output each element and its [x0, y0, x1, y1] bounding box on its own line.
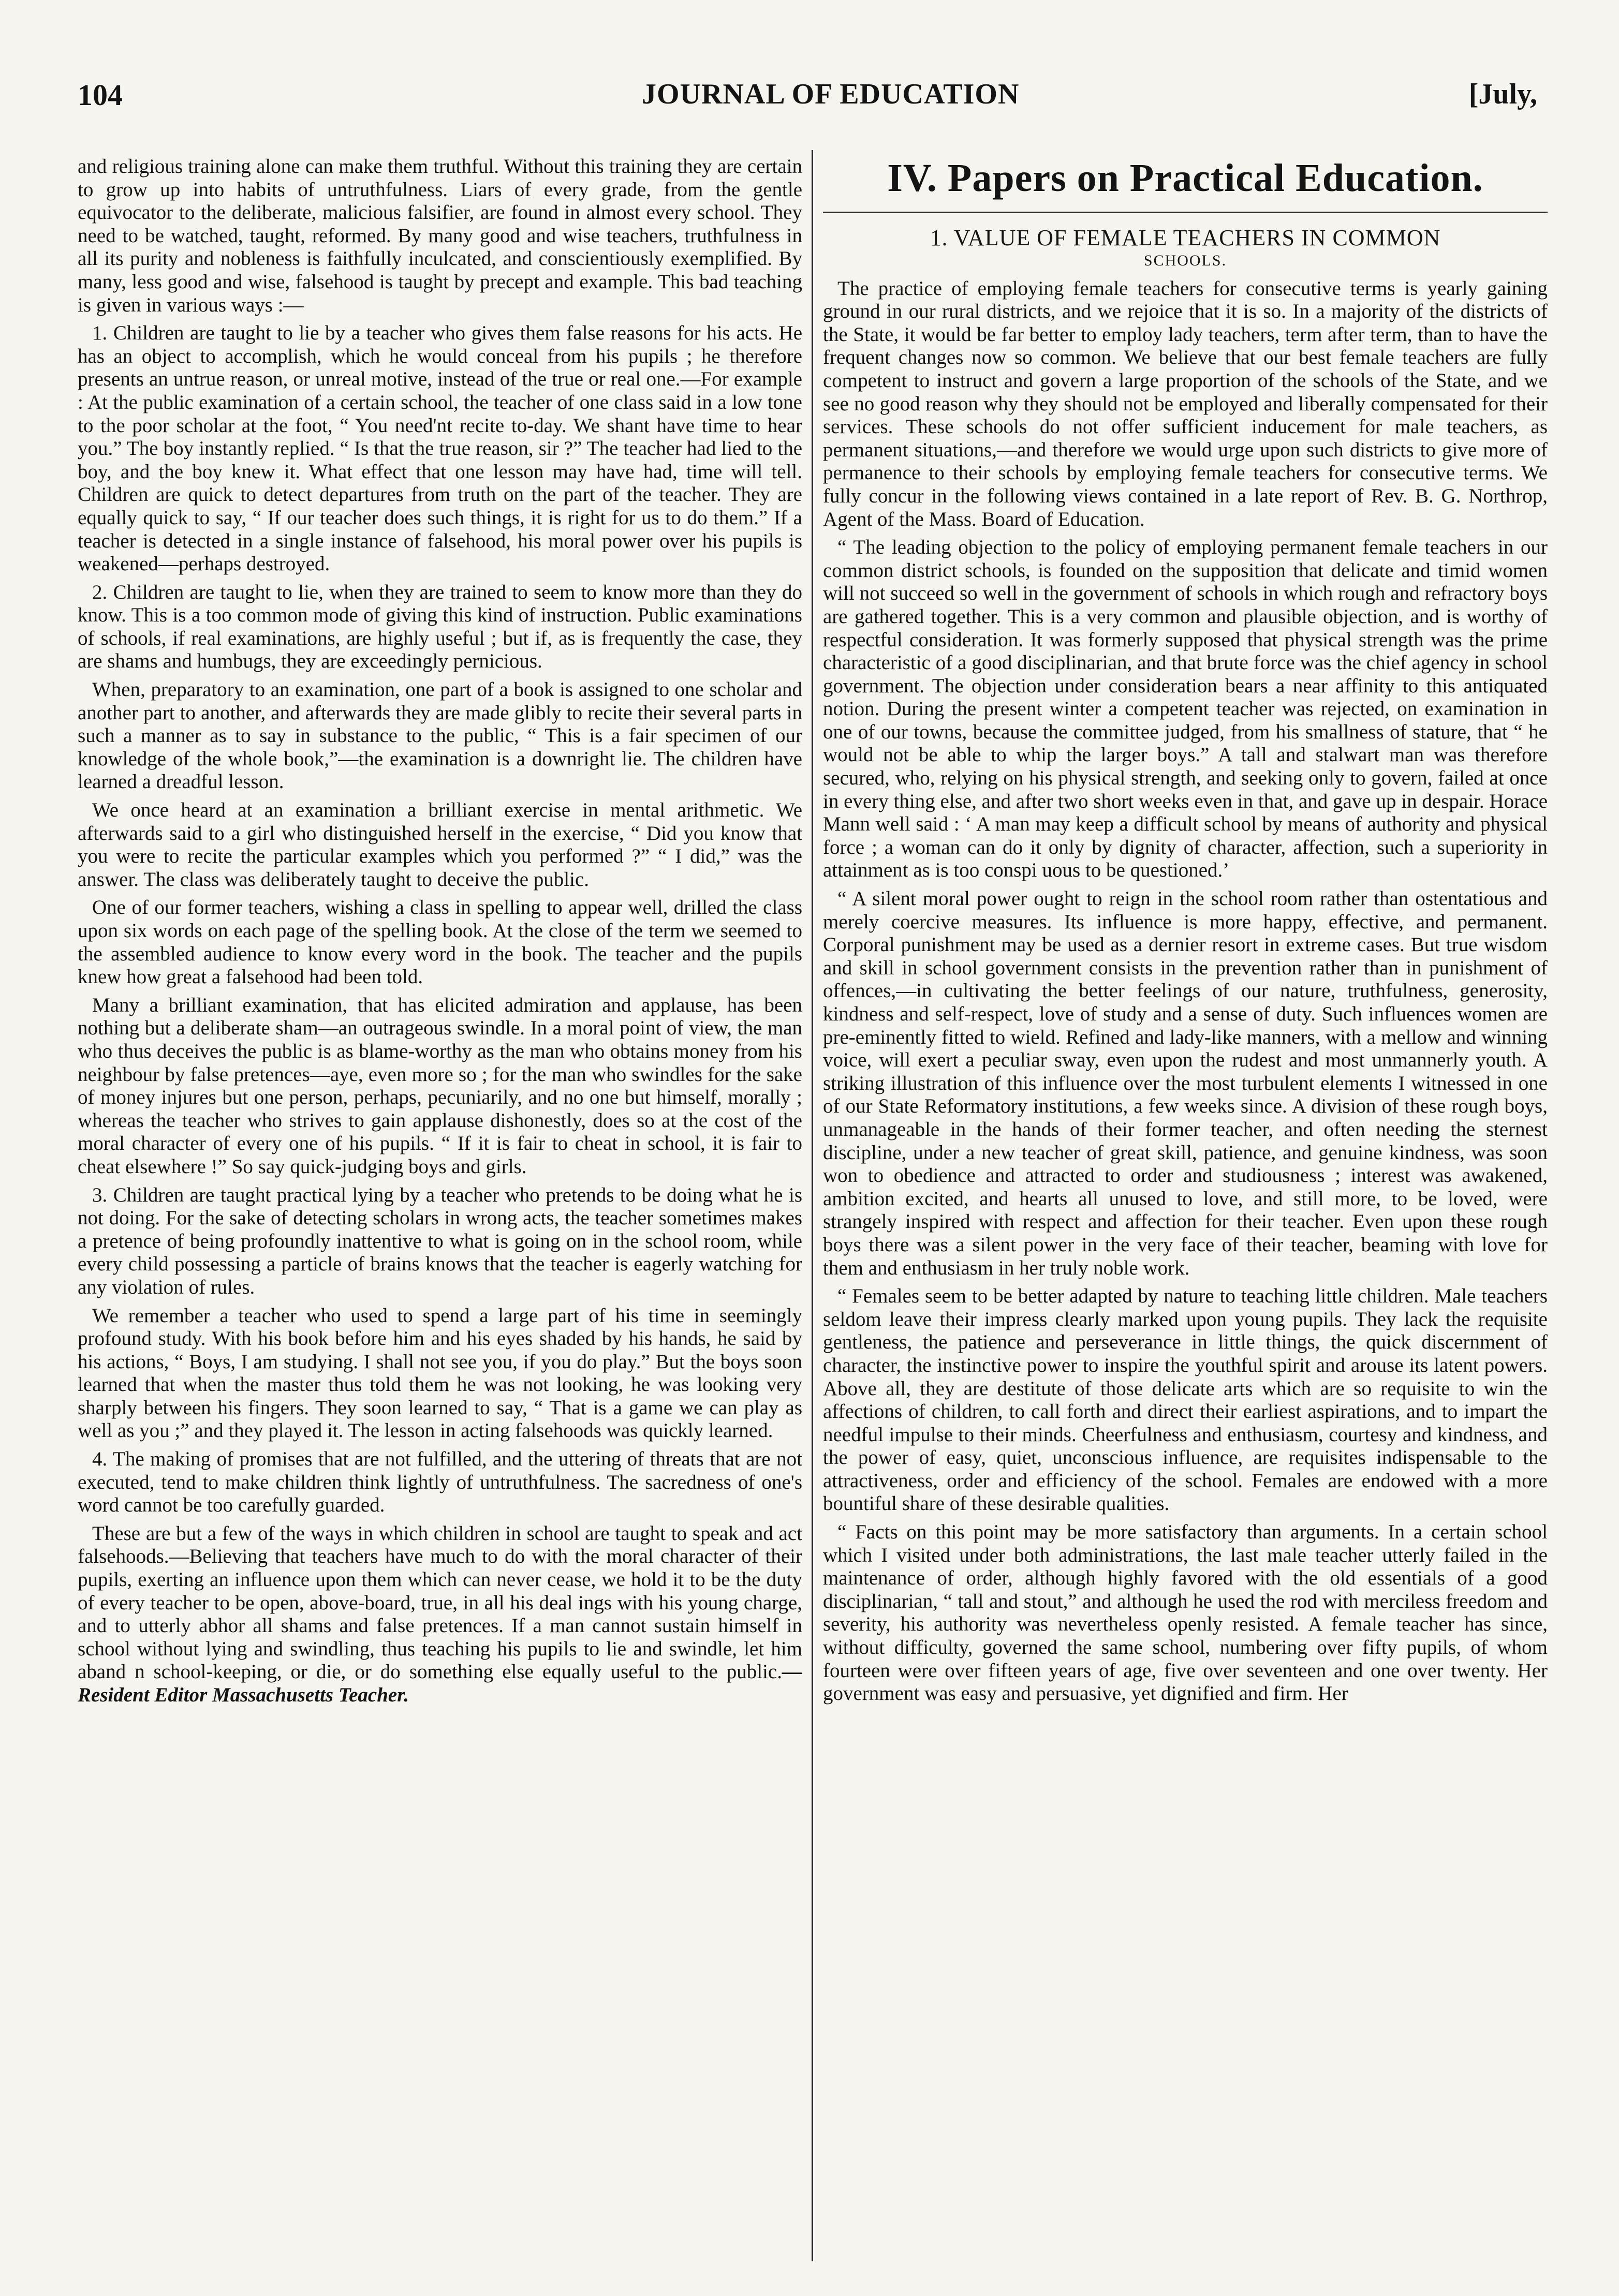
page-number: 104 [78, 78, 123, 112]
paragraph: When, preparatory to an examination, one part of a book is assigned to one scholar and another part to another, and afterwards they are made glibly to recite their several parts in such a manner as to say in substance to the public, “ This is a fair specimen of our knowledge of the whole book,”—the examination is a downright lie. The children have learned a dreadful lesson. [78, 678, 802, 793]
paragraph: 4. The making of promises that are not fulfilled, and the uttering of threats that are not executed, tend to make children think lightly of untruthfulness. The sacredness of one's word cannot be too carefully guarded. [78, 1448, 802, 1517]
paragraph: One of our former teachers, wishing a class in spelling to appear well, drilled the class upon six words on each page of the spelling book. At the close of the term we seemed to the assembled audience to know every word in the book. The teacher and the pupils knew how great a falsehood had been told. [78, 896, 802, 988]
journal-title: JOURNAL OF EDUCATION [642, 78, 1020, 110]
paragraph: The practice of employing female teachers for consecutive terms is yearly gaining ground in our rural districts, and we rejoice that it is so. In a majority of the districts of the State, it would be far better to employ lady teachers, term after term, than to have the frequent changes now so common. We believe that our best female teachers are fully competent to instruct and govern a large proportion of the schools of the State, and we see no good reason why they should not be employed and liberally compensated for their services. These schools do not offer sufficient inducement for male teachers, as permanent situations,—and therefore we would urge upon such districts to give more of permanence to their schools by employing female teachers for consecutive terms. We fully concur in the following views contained in a late report of Rev. B. G. Northrop, Agent of the Mass. Board of Education. [823, 277, 1548, 530]
left-column [78, 155, 802, 2261]
running-month: [July, [1468, 78, 1537, 110]
section-heading: IV. Papers on Practical Education. [887, 156, 1483, 200]
paragraph: Many a brilliant examination, that has elicited admiration and applause, has been nothing but a deliberate sham—an outrageous swindle. In a moral point of view, the man who thus deceives the public is as blame-worthy as the man who obtains money from his neighbour by false pretences—aye, even more so ; for the man who swindles for the sake of money injures but one person, perhaps, pecuniarily, and no one but himself, morally ; whereas the teacher who strives to gain applause dishonestly, does so at the cost of the moral character of every one of his pupils. “ If it is fair to cheat in school, it is fair to cheat elsewhere !” So say quick-judging boys and girls. [78, 994, 802, 1178]
paragraph: 1. Children are taught to lie by a teacher who gives them false reasons for his acts. He has an object to accomplish, which he would conceal from his pupils ; he therefore presents an untrue reason, or unreal motive, instead of the true or real one.—For example : At the public examination of a certain school, the teacher of one class said in a low tone to the poor scholar at the foot, “ You need'nt recite to-day. We shant have time to hear you.” The boy instantly replied. “ Is that the true reason, sir ?” The teacher had lied to the boy, and the boy knew it. What effect that one lesson may have had, time will tell. Children are quick to detect departures from truth on the part of the teacher. They are equally quick to say, “ If our teacher does such things, it is right for us to do them.” If a teacher is detected in a single instance of falsehood, his moral power over his pupils is weakened—perhaps destroyed. [78, 322, 802, 575]
paragraph: “ The leading objection to the policy of employing permanent female teachers in our common district schools, is founded on the supposition that delicate and timid women will not succeed so well in the government of schools in which rough and refractory boys are gathered together. This is a very common and plausible objection, and is worthy of respectful consideration. It was formerly supposed that physical strength was the prime characteristic of a good disciplinarian, and that brute force was the chief agency in school government. The objection under consideration bears a near affinity to this antiquated notion. During the present winter a competent teacher was rejected, on examination in one of our towns, because the committee judged, from his smallness of stature, that “ he would not be able to whip the larger boys.” A tall and stalwart man was therefore secured, who, relying on his physical strength, and seeking only to govern, failed at once in every thing else, and after two short weeks even in that, and gave up in despair. Horace Mann well said : ‘ A man may keep a difficult school by means of authority and physical force ; a woman can do it only by dignity of character, affection, such a superiority in attainment as is too conspi uous to be questioned.’ [823, 536, 1548, 882]
paragraph: and religious training alone can make them truthful. Without this training they are certain to grow up into habits of untruthfulness. Liars of every grade, from the gentle equivocator to the deliberate, malicious falsifier, are found in almost every school. They need to be watched, taught, reformed. By many good and wise teachers, truthfulness in all its purity and nobleness is faithfully inculcated, and conscientiously exemplified. By many, less good and wise, falsehood is taught by precept and example. This bad teaching is given in various ways :— [78, 155, 802, 316]
article-subtitle: SCHOOLS. [1143, 251, 1227, 269]
signature: —Resident Editor Massachusetts Teacher. [78, 1661, 802, 1706]
paragraph: 2. Children are taught to lie, when they are trained to seem to know more than they do know. This is a too common mode of giving this kind of instruction. Public examinations of schools, if real examinations, are highly useful ; but if, as is frequently the case, they are shams and humbugs, they are exceedingly pernicious. [78, 581, 802, 673]
paragraph: 3. Children are taught practical lying by a teacher who pretends to be doing what he is not doing. For the sake of detecting scholars in wrong acts, the teacher sometimes makes a pretence of being profoundly inattentive to what is going on in the school room, while every child possessing a particle of brains knows that the teacher is eagerly watching for any violation of rules. [78, 1183, 802, 1298]
paragraph: “ A silent moral power ought to reign in the school room rather than ostentatious and merely coercive measures. Its influence is more happy, effective, and permanent. Corporal punishment may be used as a dernier resort in extreme cases. But true wisdom and skill in school government consists in the prevention rather than in punishment of offences,—in cultivating the better feelings of our nature, truthfulness, generosity, kindness and self-respect, love of study and a sense of duty. Such influences women are pre-eminently fitted to wield. Refined and lady-like manners, with a mellow and winning voice, will exert a peculiar sway, even upon the rudest and most unmannerly youth. A striking illustration of this influence over the most turbulent elements I witnessed in one of our State Reformatory institutions, a few weeks since. A division of these rough boys, unmanageable in the hands of their former teacher, and often needing the sternest discipline, under a new teacher of great skill, patience, and genuine kindness, was soon won to obedience and attracted to order and studiousness ; interest was awakened, ambition excited, and hearts all unused to love, and still more, to be loved, were strangely inspired with respect and affection for their teacher. Even upon these rough boys there was a silent power in the very face of their teacher, beaming with love for them and enthusiasm in her truly noble work. [823, 887, 1548, 1279]
article-title: 1. VALUE OF FEMALE TEACHERS IN COMMON [930, 225, 1441, 250]
paragraph: “ Facts on this point may be more satisfactory than arguments. In a certain school which I visited under both administrations, the last male teacher utterly failed in the maintenance of order, although highly favored with the old essentials of a good disciplinarian, “ tall and stout,” and although he used the rod with merciless freedom and severity, his authority was nevertheless openly resisted. A female teacher has since, without difficulty, governed the same school, numbering over fifty pupils, of whom fourteen were over fifteen years of age, five over seventeen and one over twenty. Her government was easy and persuasive, yet dignified and firm. Her [823, 1521, 1548, 1705]
running-head [78, 78, 1537, 124]
paragraph-closing [78, 1522, 802, 1707]
right-column [823, 155, 1548, 2261]
closing-text: These are but a few of the ways in which children in school are taught to speak and act falsehoods.—Believing that teachers have much to do with the moral character of their pupils, exerting an influence upon them which can never cease, we hold it to be the duty of every teacher to be open, above-board, true, in all his deal ings with his young charge, and to utterly abhor all shams and false pretences. If a man cannot sustain himself in school without lying and swindling, thus teaching his pupils to lie and swindle, let him aband n school-keeping, or die, or do something else equally useful to the public. [78, 1522, 802, 1683]
paragraph: We once heard at an examination a brilliant exercise in mental arithmetic. We afterwards said to a girl who distinguished herself in the exercise, “ Did you know that you were to recite the particular examples which you performed ?” “ I did,” was the answer. The class was deliberately taught to deceive the public. [78, 799, 802, 891]
paragraph: “ Females seem to be better adapted by nature to teaching little children. Male teachers seldom leave their impress clearly marked upon young pupils. They lack the requisite gentleness, the patience and perseverance in little things, the quick discernment of character, the instinctive power to inspire the youthful spirit and arouse its latent powers. Above all, they are destitute of those delicate arts which are so requisite to win the affections of children, to call forth and direct their earliest aspirations, and to impart the needful impulse to their minds. Cheerfulness and enthusiasm, courtesy and kindness, and the power of easy, quiet, unconscious influence, are requisites indispensable to the attractiveness, order and efficiency of the school. Females are endowed with a more bountiful share of these desirable qualities. [823, 1285, 1548, 1515]
column-divider [812, 150, 813, 2261]
paragraph: We remember a teacher who used to spend a large part of his time in seemingly profound study. With his book before him and his eyes shaded by his hands, he said by his actions, “ Boys, I am studying. I shall not see you, if you do play.” But the boys soon learned that when the master thus told them he was not looking, he was looking very sharply between his fingers. They soon learned to say, “ That is a game we can play as well as you ;” and they played it. The lesson in acting falsehoods was quickly learned. [78, 1304, 802, 1442]
section-rule [823, 204, 1548, 213]
